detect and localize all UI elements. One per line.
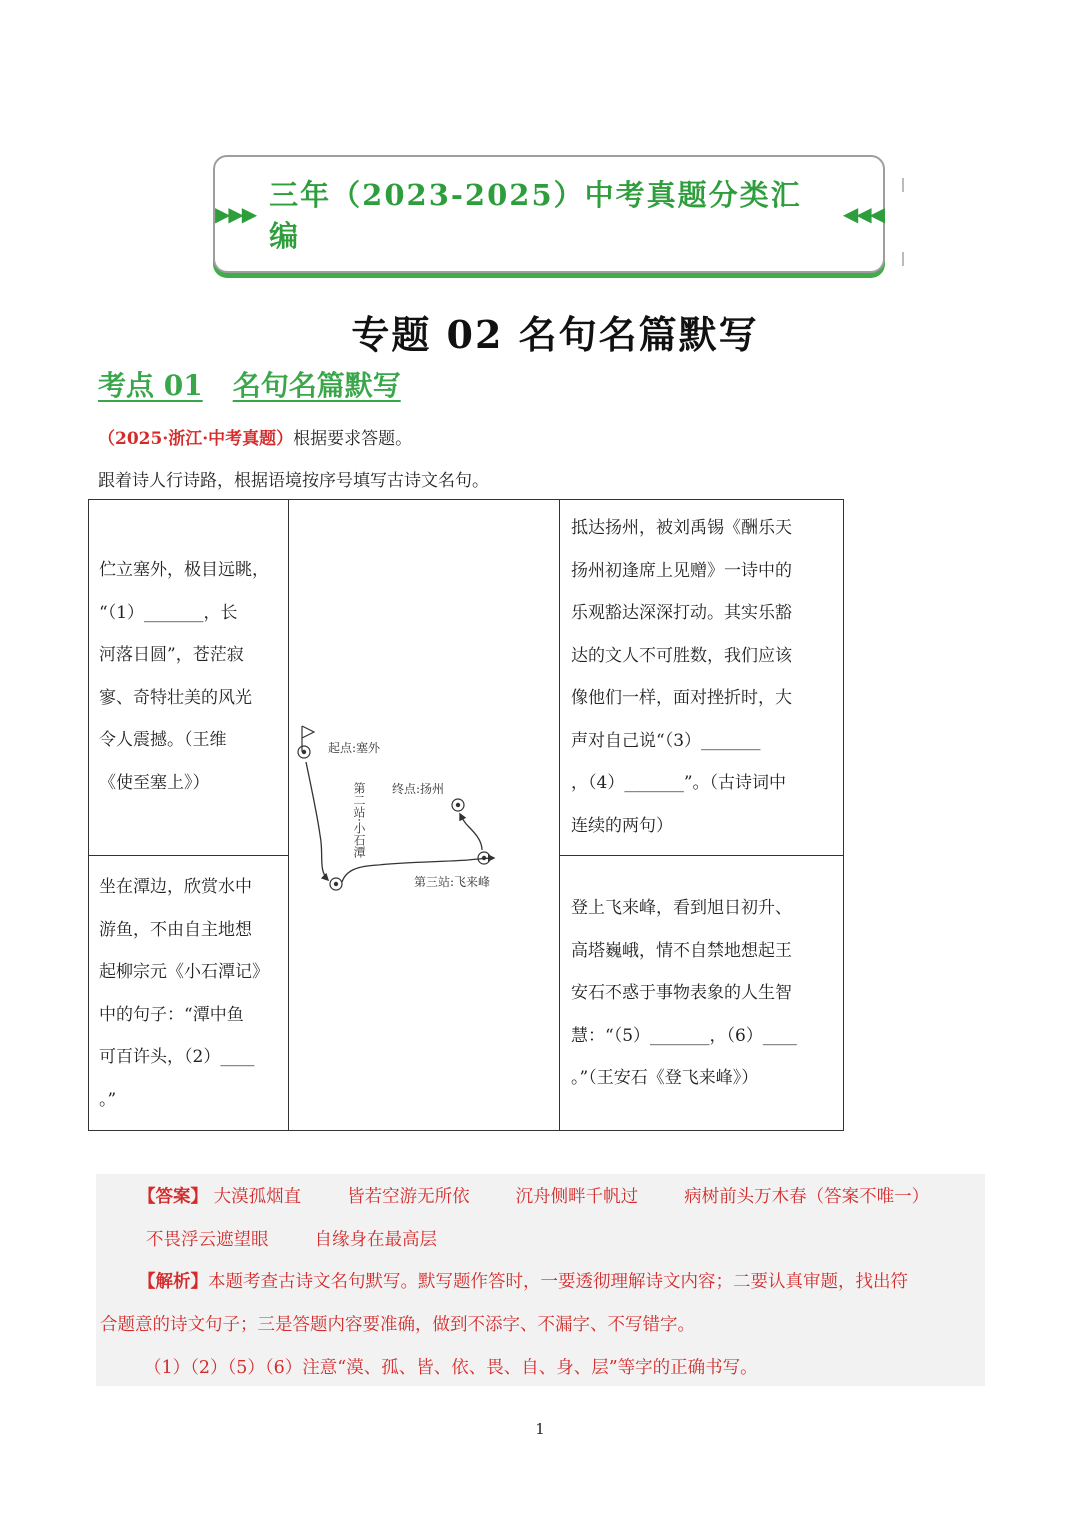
analysis-line-3: （1）（2）（5）（6）注意“漠、孤、皆、依、畏、自、身、层”等字的正确书写。 <box>144 1358 758 1378</box>
text-line: 安石不惑于事物表象的人生智 <box>571 983 792 1003</box>
section-title: 名句名篇默写 <box>232 369 401 402</box>
map-start-label: 起点:塞外 <box>328 741 381 755</box>
map-end-label: 终点:扬州 <box>392 782 445 796</box>
cell-bottom-right <box>571 887 797 1100</box>
title-banner <box>213 155 885 273</box>
text-line: 乐观豁达深深打动。其实乐豁 <box>571 603 792 623</box>
answer-box <box>96 1174 985 1386</box>
text-line: 抵达扬州，被刘禹锡《酬乐天 <box>571 518 792 538</box>
page-number: 1 <box>535 1420 545 1438</box>
answer-item: 病树前头万木春（答案不唯一） <box>684 1187 930 1207</box>
text-line: 声对自己说“（3）_______ <box>571 730 761 751</box>
question-source: （2025·浙江·中考真题） <box>98 429 294 449</box>
analysis-text: 本题考查古诗文名句默写。默写题作答时，一要透彻理解诗文内容；二要认真审题，找出符 <box>208 1272 908 1292</box>
station2-point-icon <box>330 878 342 890</box>
text-line: 。”（王安石《登飞来峰》） <box>571 1068 759 1088</box>
text-line: 游鱼，不由自主地想 <box>99 919 252 940</box>
text-line: 。” <box>99 1089 117 1110</box>
start-flag-icon <box>298 726 314 758</box>
text-line: 起柳宗元《小石潭记》 <box>99 962 269 982</box>
question-table <box>88 499 844 1131</box>
table-divider <box>559 500 560 1130</box>
text-line: 伫立塞外，极目远眺， <box>99 560 269 580</box>
text-line: 连续的两句） <box>571 815 673 836</box>
text-line: 坐在潭边，欣赏水中 <box>99 877 252 897</box>
edge-mark <box>902 178 904 192</box>
text-line: 中的句子：“潭中鱼 <box>99 1004 244 1025</box>
cell-top-right <box>571 507 792 847</box>
text-line: 扬州初逢席上见赠》一诗中的 <box>571 560 792 581</box>
table-divider <box>89 855 288 856</box>
section-heading <box>98 364 401 404</box>
text-line: 河落日圆”，苍茫寂 <box>99 645 244 665</box>
text-line: 慧：“（5）_______，（6）____ <box>571 1025 797 1046</box>
text-line: 可百许头，（2）____ <box>99 1047 255 1067</box>
answer-item: 不畏浮云遮望眼 <box>146 1230 269 1250</box>
answer-item: 皆若空游无所依 <box>347 1187 470 1207</box>
answer-item: 自缘身在最高层 <box>314 1230 437 1250</box>
analysis-line-1 <box>138 1268 908 1293</box>
edge-mark <box>902 252 904 266</box>
answer-tag: 【答案】 <box>138 1187 208 1207</box>
text-line: 令人震撼。（王维 <box>99 730 227 750</box>
route-segment <box>306 762 328 880</box>
text-line: ，（4）_______”。（古诗词中 <box>571 773 787 793</box>
right-arrows-icon: ▶▶▶ <box>215 202 256 226</box>
section-label: 考点 01 <box>98 369 203 402</box>
text-line: 《使至塞上》） <box>99 772 210 793</box>
left-arrows-icon: ◀◀◀ <box>842 202 883 226</box>
route-segment <box>460 814 482 850</box>
route-map <box>288 500 559 1132</box>
question-source-line <box>98 424 412 449</box>
analysis-line-2: 合题意的诗文句子；三是答题内容要准确，做到不添字、不漏字、不写错字。 <box>100 1315 695 1335</box>
question-intro: 跟着诗人行诗路，根据语境按序号填写古诗文名句。 <box>98 471 489 491</box>
text-line: “（1）_______，长 <box>99 602 238 623</box>
map-station2-label: 第二站·小石潭 <box>352 782 366 858</box>
banner-title: 三年（2023-2025）中考真题分类汇编 <box>269 178 802 253</box>
cell-bottom-left <box>99 866 269 1121</box>
text-line: 寥、奇特壮美的风光 <box>99 687 252 708</box>
text-line: 高塔巍峨，情不自禁地想起王 <box>571 940 792 961</box>
question-prompt: 根据要求答题。 <box>293 429 413 449</box>
page-title: 专题 02 名句名篇默写 <box>351 312 759 357</box>
table-divider <box>559 855 843 856</box>
answer-row-1 <box>138 1183 929 1208</box>
answer-item: 大漠孤烟直 <box>213 1187 302 1207</box>
end-point-icon <box>452 799 464 811</box>
analysis-tag: 【解析】 <box>138 1272 208 1292</box>
answer-row-2 <box>146 1226 437 1251</box>
text-line: 登上飞来峰，看到旭日初升、 <box>571 898 792 918</box>
cell-top-left <box>99 549 269 804</box>
answer-item: 沉舟侧畔千帆过 <box>515 1187 639 1207</box>
text-line: 达的文人不可胜数，我们应该 <box>571 645 792 666</box>
map-station3-label: 第三站:飞来峰 <box>414 875 491 889</box>
text-line: 像他们一样，面对挫折时，大 <box>571 688 792 708</box>
